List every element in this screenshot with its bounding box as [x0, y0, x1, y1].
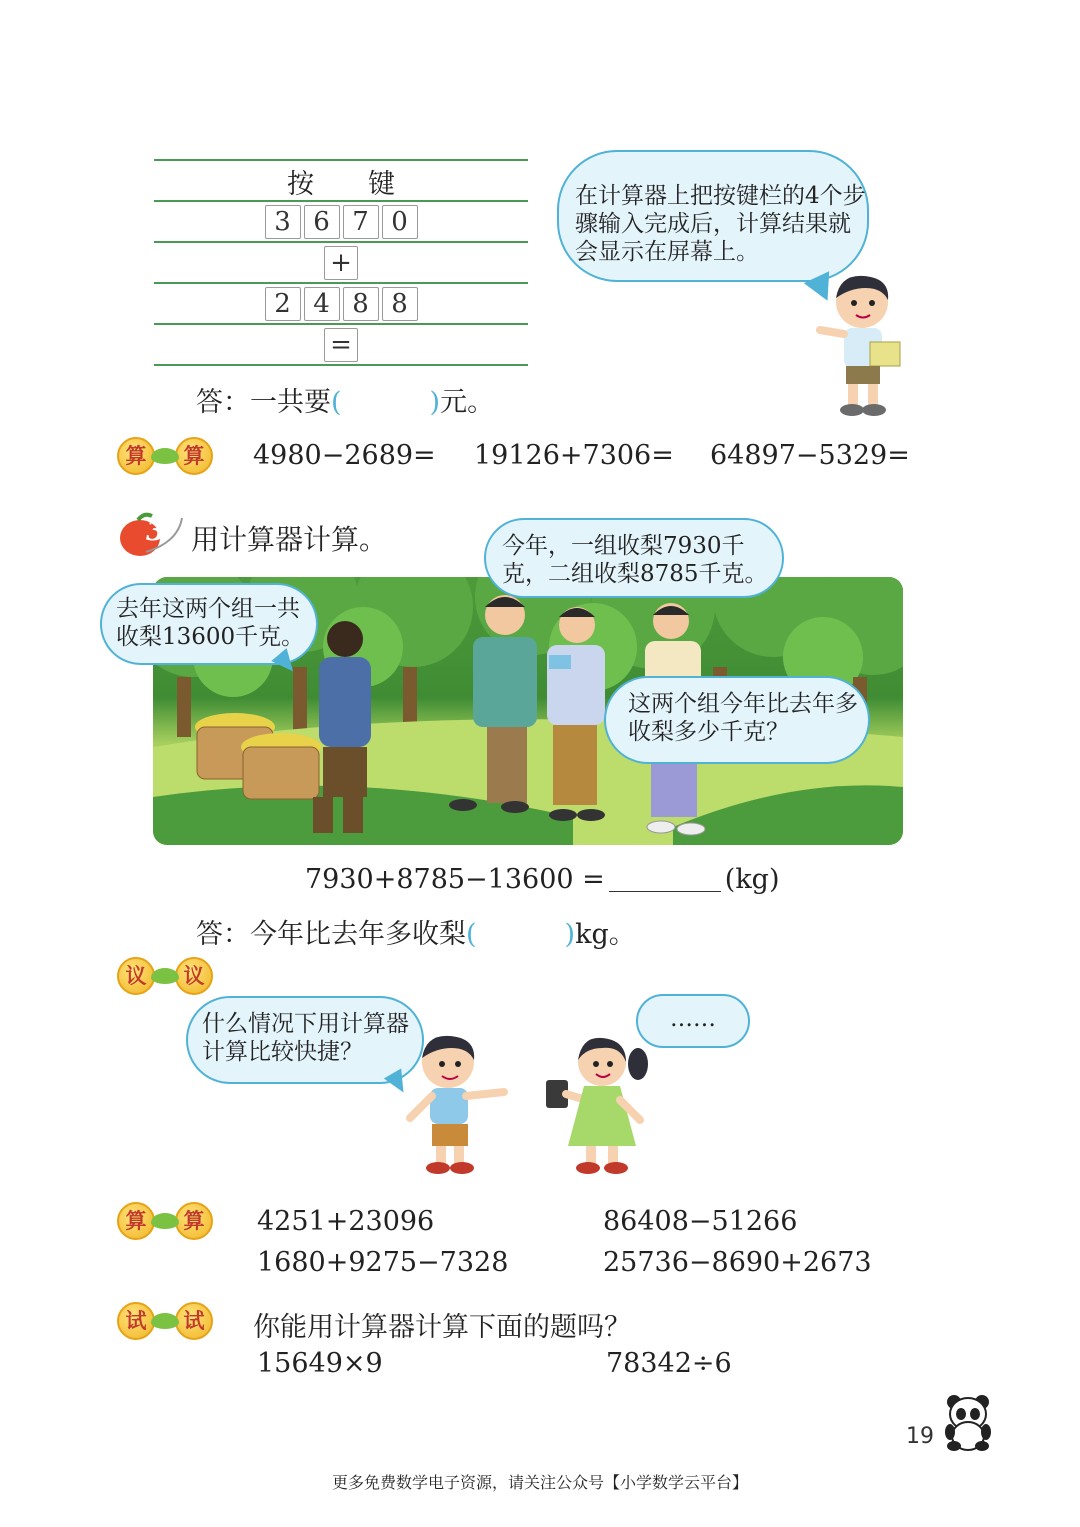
- answer-suffix: 元。: [440, 387, 495, 418]
- answer-paren-close: ): [429, 387, 441, 418]
- bubble-text: 这两个组今年比去年多收梨多少千克？: [628, 691, 858, 745]
- table-rule: [154, 200, 528, 202]
- key-row-4: [154, 326, 528, 364]
- badge-char: 试: [117, 1302, 155, 1340]
- calc-expression: 25736−8690+2673: [603, 1247, 872, 1278]
- leaf-icon: [151, 968, 179, 984]
- badge-suan-yi-suan-2: [117, 1203, 213, 1239]
- girl-holding-calculator-illustration: [540, 1030, 660, 1176]
- speech-bubble-calculator: [557, 150, 869, 282]
- badge-char: 议: [117, 957, 155, 995]
- equation-unit: (kg): [724, 864, 780, 895]
- page-number: 19: [906, 1424, 934, 1449]
- calc-expression: 4251+23096: [257, 1206, 435, 1237]
- equation-line: [305, 864, 780, 895]
- bubble-text: ……: [670, 1006, 716, 1032]
- calc-expression: 19126+7306=: [474, 440, 674, 471]
- key-digit: 3: [265, 205, 301, 239]
- key-equals: =: [324, 328, 358, 362]
- calc-expression: 4980−2689=: [253, 440, 436, 471]
- table-header-text: 按 键: [287, 168, 395, 200]
- answer-prefix: 答：今年比去年多收梨: [196, 919, 466, 950]
- calc-expression: 78342÷6: [606, 1348, 732, 1379]
- calc-expression: 1680+9275−7328: [257, 1247, 509, 1278]
- speech-bubble-question: [604, 676, 870, 764]
- bubble-text: 今年，一组收梨7930千克，二组收梨8785千克。: [502, 533, 768, 587]
- answer-paren-open: (: [331, 387, 342, 418]
- calc-expression: 15649×9: [257, 1348, 383, 1379]
- answer-line-2: [196, 912, 636, 951]
- calc-expression: 86408−51266: [603, 1206, 798, 1237]
- badge-char: 算: [175, 437, 213, 475]
- example-title: 用计算器计算。: [191, 523, 388, 556]
- speech-bubble-when-use-calculator: [186, 996, 424, 1084]
- key-digit: 6: [304, 205, 340, 239]
- table-rule: [154, 241, 528, 243]
- key-digit: 8: [382, 287, 418, 321]
- table-header: [154, 162, 528, 200]
- key-digit: 4: [304, 287, 340, 321]
- calc-expression: 64897−5329=: [710, 440, 910, 471]
- table-rule: [154, 282, 528, 284]
- badge-char: 议: [175, 957, 213, 995]
- table-rule: [154, 364, 528, 366]
- boy-holding-book-illustration: [812, 270, 908, 418]
- key-plus: +: [324, 246, 358, 280]
- speech-bubble-this-year: [484, 518, 784, 598]
- badge-shi-yi-shi: [117, 1303, 213, 1339]
- answer-line-1: [196, 380, 494, 419]
- key-row-1: [154, 203, 528, 241]
- answer-paren-open: (: [466, 919, 477, 950]
- equation-left: 7930+8785−13600 =: [305, 864, 605, 895]
- example-number: 3: [146, 514, 166, 547]
- bubble-text: 什么情况下用计算器计算比较快捷？: [202, 1011, 409, 1065]
- bubble-text: 去年这两个组一共收梨13600千克。: [116, 596, 305, 650]
- key-digit: 8: [343, 287, 379, 321]
- badge-char: 算: [175, 1202, 213, 1240]
- leaf-icon: [151, 1313, 179, 1329]
- leaf-icon: [151, 1213, 179, 1229]
- boy-pointing-illustration: [398, 1030, 512, 1176]
- answer-suffix: kg。: [575, 919, 636, 950]
- answer-paren-close: ): [564, 919, 576, 950]
- panda-icon: [942, 1392, 994, 1452]
- badge-char: 算: [117, 437, 155, 475]
- footer-note: 更多免费数学电子资源，请关注公众号【小学数学云平台】: [331, 1473, 748, 1492]
- bubble-text: 在计算器上把按键栏的4个步骤输入完成后，计算结果就会显示在屏幕上。: [575, 183, 866, 265]
- badge-char: 算: [117, 1202, 155, 1240]
- key-digit: 2: [265, 287, 301, 321]
- answer-prefix: 答：一共要: [196, 387, 331, 418]
- key-row-2: [154, 244, 528, 282]
- leaf-icon: [151, 448, 179, 464]
- badge-suan-yi-suan: [117, 438, 213, 474]
- badge-char: 试: [175, 1302, 213, 1340]
- badge-yi-yi-yi: [117, 958, 213, 994]
- key-digit: 7: [343, 205, 379, 239]
- try-prompt: 你能用计算器计算下面的题吗？: [253, 1312, 631, 1343]
- equation-blank[interactable]: [609, 865, 721, 892]
- key-row-3: [154, 285, 528, 323]
- table-rule: [154, 323, 528, 325]
- key-digit: 0: [382, 205, 418, 239]
